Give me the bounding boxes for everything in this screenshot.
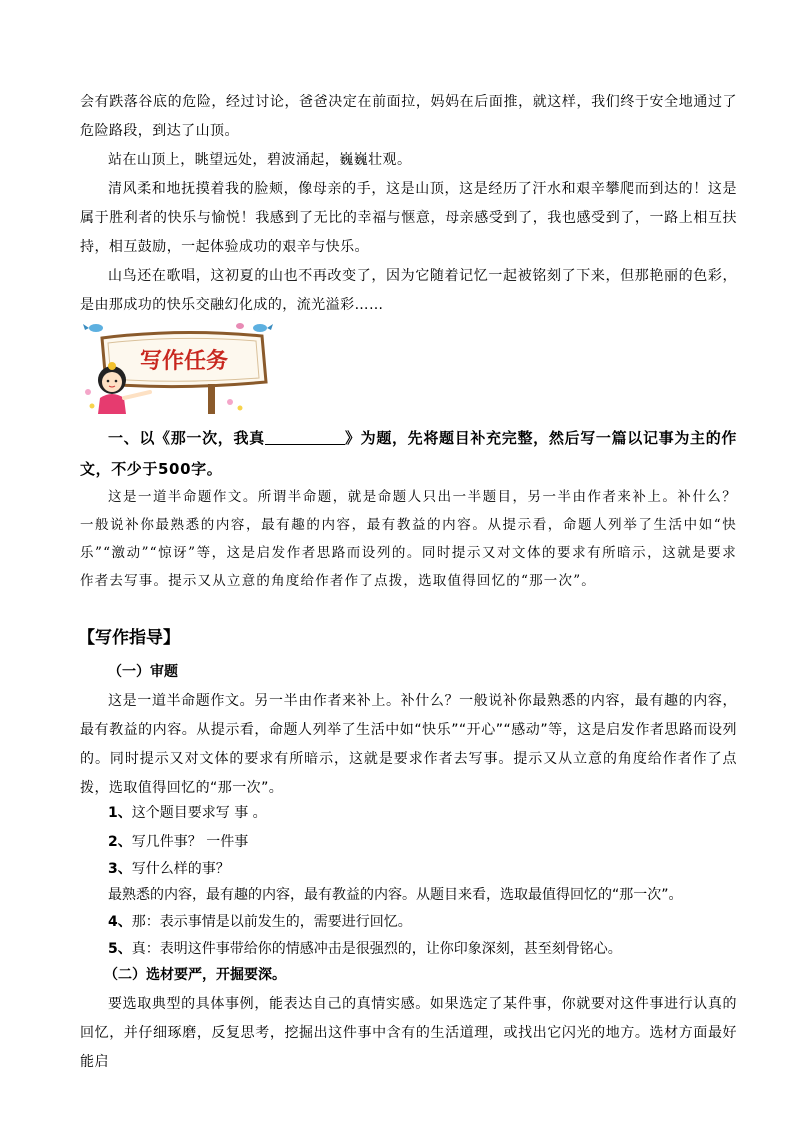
sub-heading-1: （一）审题 (108, 664, 178, 680)
banner-title: 写作任务 (139, 348, 229, 374)
task-text-part1: 一、以《那一次，我真 (108, 429, 265, 447)
task-text-part2: 》为题，先将题目补充完整，然后写一篇以记事为主的作文，不少于500字。 (80, 429, 737, 478)
sub-heading-2: （二）选材要严，开掘要深。 (104, 967, 286, 983)
paragraph-4: 山鸟还在歌唱，这初夏的山也不再改变了，因为它随着记忆一起被铭刻了下来，但那艳丽的色彩，是由那成功的快乐交融幻化成的，流光溢彩…… (80, 268, 737, 313)
guide-item-3-answer: 最熟悉的内容，最有趣的内容，最有教益的内容。从题目来看，选取最值得回忆的“那一次”。 (108, 887, 683, 903)
guide-paragraph-1: 这是一道半命题作文。另一半由作者来补上。补什么？一般说补你最熟悉的内容，最有趣的内容，最有教益的内容。从提示看，命题人列举了生活中如“快乐”“开心”“感动”等，这是启发作者思路而设列的。同时提示又对文体的要求有所暗示，这就是要求作者去写事。提示又从立意的角度给作者作了点拨，选取值得回忆的“那一次”。 (80, 693, 737, 796)
paragraph-3: 清风柔和地抚摸着我的脸颊，像母亲的手，这是山顶，这是经历了汗水和艰辛攀爬而到达的！这是属于胜利者的快乐与愉悦！我感到了无比的幸福与惬意，母亲感受到了，我也感受到了，一路上相互扶持，相互鼓励，一起体验成功的艰辛与快乐。 (80, 181, 737, 255)
bird-icon (89, 324, 103, 332)
title-blank (265, 430, 345, 445)
guide-item-1: 1、这个题目要求写 事 。 (108, 805, 267, 821)
guide-item-4: 4、那：表示事情是以前发生的，需要进行回忆。 (108, 914, 412, 930)
bird-icon (253, 324, 267, 332)
writing-guide-heading: 【写作指导】 (78, 628, 180, 648)
guide-item-5: 5、真：表明这件事带给你的情感冲击是很强烈的，让你印象深刻，甚至刻骨铭心。 (108, 941, 622, 957)
paragraph-2: 站在山顶上，眺望远处，碧波涌起，巍巍壮观。 (108, 152, 412, 168)
guide-item-2: 2、写几件事？ 一件事 (108, 834, 249, 850)
guide-paragraph-2: 要选取典型的具体事例，能表达自己的真情实感。如果选定了某件事，你就要对这件事进行认真的回忆，并仔细琢磨，反复思考，挖掘出这件事中含有的生活道理，或找出它闪光的地方。选材方面最好能启 (80, 996, 737, 1070)
guide-item-3: 3、写什么样的事？ (108, 861, 230, 877)
paragraph-1: 会有跌落谷底的危险，经过讨论，爸爸决定在前面拉，妈妈在后面推，就这样，我们终于安全地通过了危险路段，到达了山顶。 (80, 94, 737, 139)
writing-task-prompt (80, 423, 737, 485)
kai-paragraph: 这是一道半命题作文。所谓半命题，就是命题人只出一半题目，另一半由作者来补上。补什么？一般说补你最熟悉的内容，最有趣的内容，最有教益的内容。从提示看，命题人列举了生活中如“快乐”“激动”“惊讶”等，这是启发作者思路而设列的。同时提示又对文体的要求有所暗示，这就是要求作者去写事。提示又从立意的角度给作者作了点拨，选取值得回忆的“那一次”。 (80, 489, 737, 589)
writing-task-banner (80, 318, 280, 418)
